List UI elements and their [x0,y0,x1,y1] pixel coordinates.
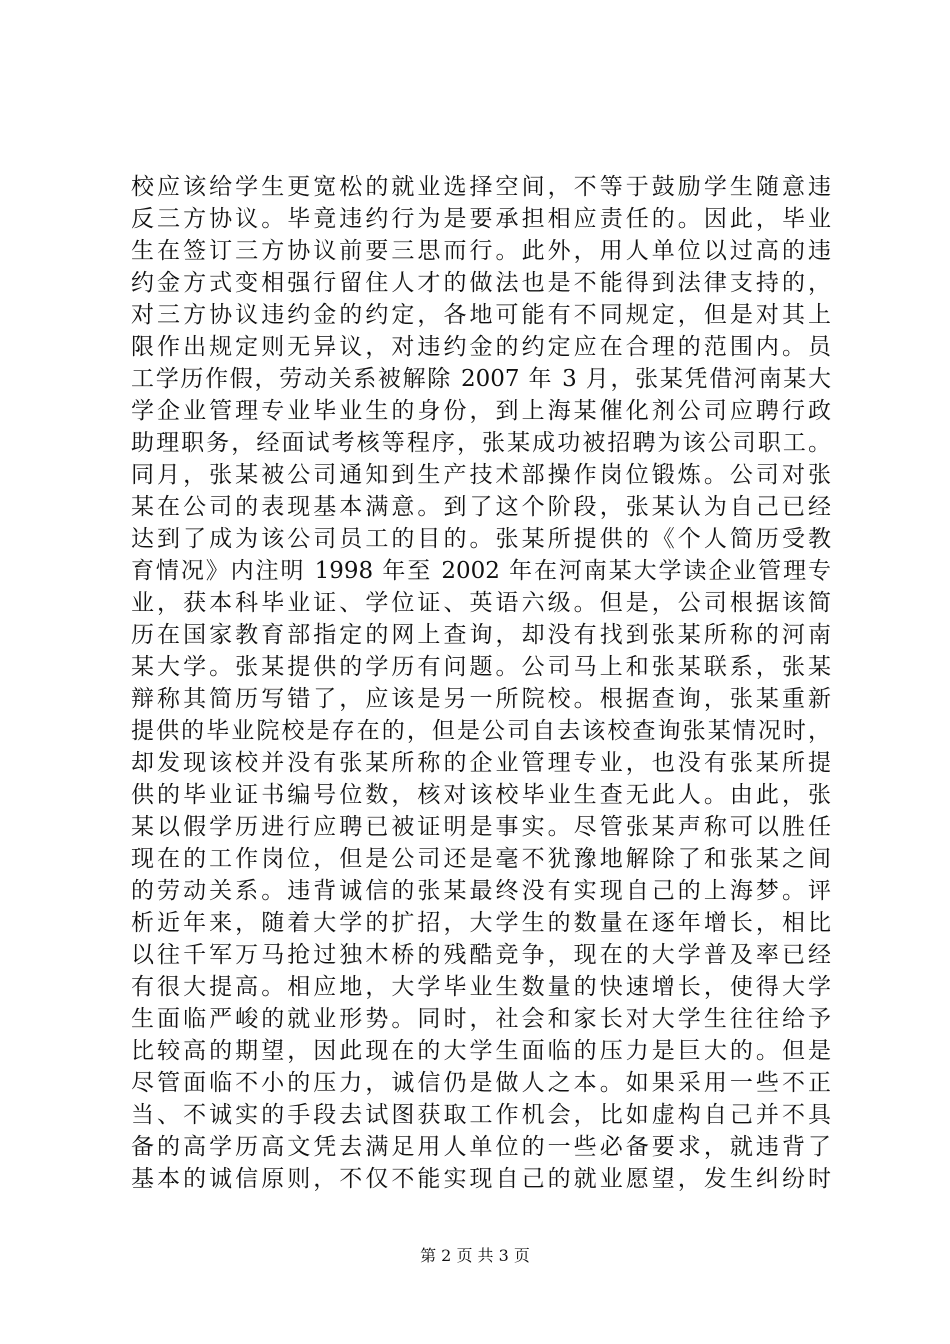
text-line: 业，获本科毕业证、学位证、英语六级。但是，公司根据该简 [131,590,831,616]
text-line: 限作出规定则无异议，对违约金的约定应在合理的范围内。员 [131,334,831,360]
text-line: 育情况》内注明 1998 年至 2002 年在河南某大学读企业管理专 [131,558,831,584]
text-line: 达到了成为该公司员工的目的。张某所提供的《个人简历受教 [131,526,831,552]
text-line: 对三方协议违约金的约定，各地可能有不同规定，但是对其上 [131,302,831,328]
text-line: 的劳动关系。违背诚信的张某最终没有实现自己的上海梦。评 [131,878,831,904]
text-line: 生在签订三方协议前要三思而行。此外，用人单位以过高的违 [131,238,831,264]
text-line: 提供的毕业院校是存在的，但是公司自去该校查询张某情况时， [131,718,831,744]
text-line: 历在国家教育部指定的网上查询，却没有找到张某所称的河南 [131,622,831,648]
text-line: 约金方式变相强行留住人才的做法也是不能得到法律支持的， [131,270,831,296]
text-line: 以往千军万马抢过独木桥的残酷竞争，现在的大学普及率已经 [131,942,831,968]
text-line: 工学历作假，劳动关系被解除 2007 年 3 月，张某凭借河南某大 [131,366,831,392]
text-line: 某在公司的表现基本满意。到了这个阶段，张某认为自己已经 [131,494,831,520]
text-line: 有很大提高。相应地，大学毕业生数量的快速增长，使得大学 [131,974,831,1000]
text-line: 辩称其简历写错了，应该是另一所院校。根据查询，张某重新 [131,686,831,712]
text-line: 助理职务，经面试考核等程序，张某成功被招聘为该公司职工。 [131,430,831,456]
page-footer: 第 2 页 共 3 页 [420,1246,530,1265]
text-line: 析近年来，随着大学的扩招，大学生的数量在逐年增长，相比 [131,910,831,936]
body-text [131,171,831,1195]
text-line: 当、不诚实的手段去试图获取工作机会，比如虚构自己并不具 [131,1102,831,1128]
text-line: 尽管面临不小的压力，诚信仍是做人之本。如果采用一些不正 [131,1070,831,1096]
text-line: 却发现该校并没有张某所称的企业管理专业，也没有张某所提 [131,750,831,776]
text-line: 备的高学历高文凭去满足用人单位的一些必备要求，就违背了 [131,1134,831,1160]
text-line: 同月，张某被公司通知到生产技术部操作岗位锻炼。公司对张 [131,462,831,488]
text-line: 比较高的期望，因此现在的大学生面临的压力是巨大的。但是 [131,1038,831,1064]
text-line: 现在的工作岗位，但是公司还是毫不犹豫地解除了和张某之间 [131,846,831,872]
text-line: 反三方协议。毕竟违约行为是要承担相应责任的。因此，毕业 [131,206,831,232]
text-line: 某大学。张某提供的学历有问题。公司马上和张某联系，张某 [131,654,831,680]
text-line: 基本的诚信原则，不仅不能实现自己的就业愿望，发生纠纷时 [131,1166,831,1192]
text-line: 供的毕业证书编号位数，核对该校毕业生查无此人。由此，张 [131,782,831,808]
text-line: 校应该给学生更宽松的就业选择空间，不等于鼓励学生随意违 [131,174,831,200]
text-line: 学企业管理专业毕业生的身份，到上海某催化剂公司应聘行政 [131,398,831,424]
text-line: 生面临严峻的就业形势。同时，社会和家长对大学生往往给予 [131,1006,831,1032]
text-line: 某以假学历进行应聘已被证明是事实。尽管张某声称可以胜任 [131,814,831,840]
